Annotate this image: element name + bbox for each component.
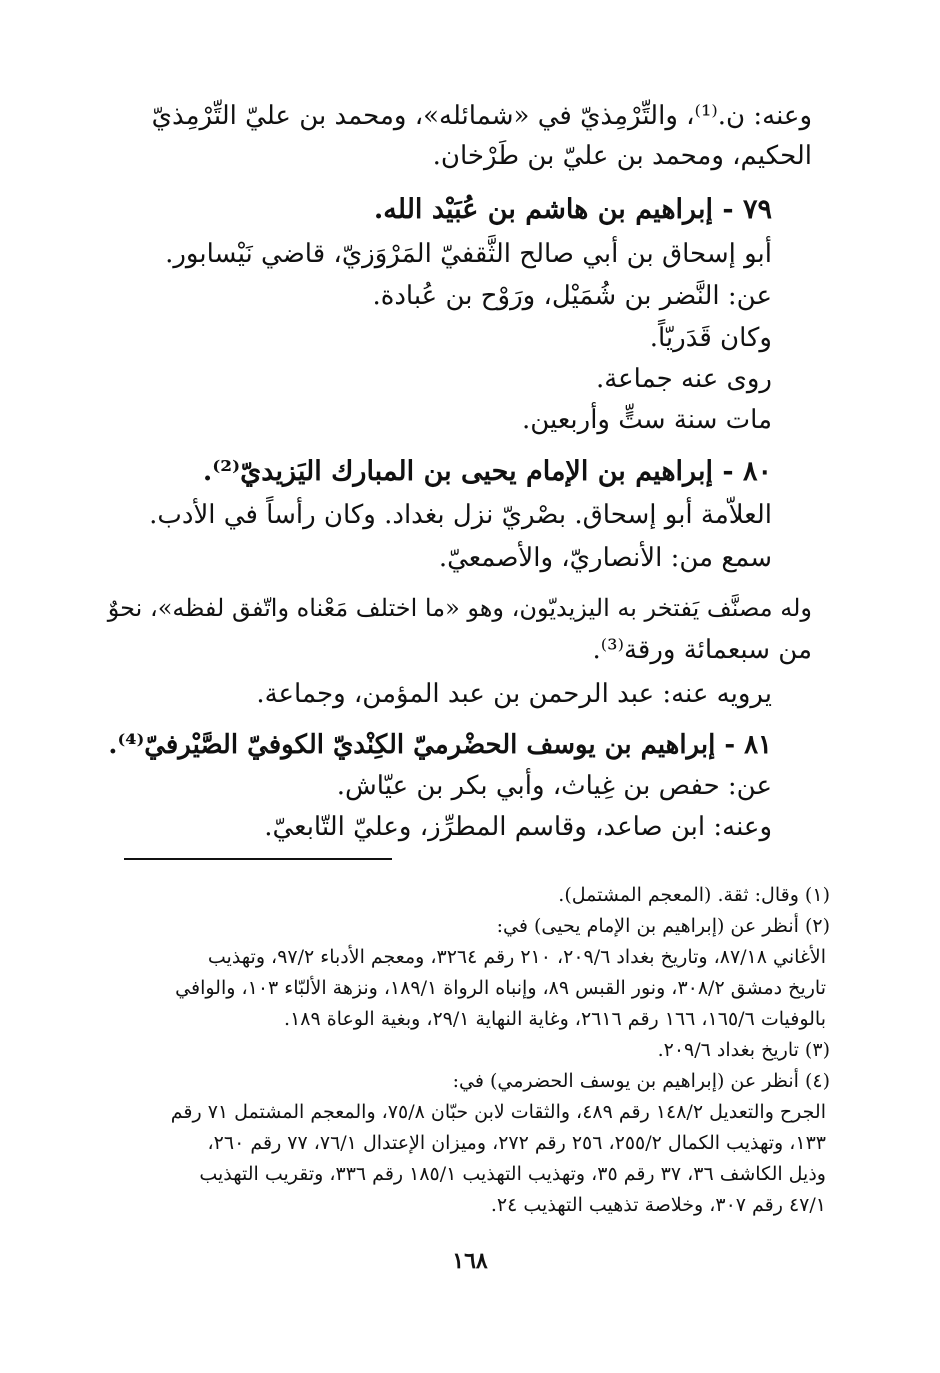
text-line: سمع من: الأنصاريّ، والأصمعيّ. <box>438 543 772 573</box>
footnote-line: (٢) أنظر عن (إبراهيم بن الإمام يحيى) في: <box>496 915 830 937</box>
footnote-line: الجرح والتعديل ١٤٨/٢ رقم ٤٨٩، والثقات لابن حبّان ٧٥/٨، والمعجم المشتمل ٧١ رقم <box>170 1101 826 1123</box>
footnote-line: (٤) أنظر عن (إبراهيم بن يوسف الحضرمي) في: <box>452 1070 830 1092</box>
text-line: وله مصنَّف يَفتخر به اليزيديّون، وهو «ما اختلف مَعْناه واتّفق لفظه»، نحوٌ <box>107 594 812 622</box>
text-line: روى عنه جماعة. <box>595 364 772 394</box>
entry-heading-80: ٨٠ - إبراهيم بن الإمام يحيى بن المبارك اليَزيديّ⁽²⁾. <box>202 456 772 487</box>
footnote-separator <box>124 858 392 860</box>
text-line: العلاّمة أبو إسحاق. بصْريّ نزل بغداد. وكان رأساً في الأدب. <box>149 500 772 530</box>
text-line: أبو إسحاق بن أبي صالح الثَّقفيّ المَرْوَزيّ، قاضي نَيْسابور. <box>165 239 772 269</box>
text-line: وعنه: ابن صاعد، وقاسم المطرِّز، وعليّ التّابعيّ. <box>264 812 772 842</box>
text-line: الحكيم، ومحمد بن عليّ بن طَرْخان. <box>432 141 812 171</box>
text-line: وعنه: ن.⁽¹⁾، والتِّرْمِذيّ في «شمائله»، ومحمد بن عليّ التِّرْمِذيّ <box>151 101 812 131</box>
footnote-line: ١٣٣، وتهذيب الكمال ٢٥٥/٢، ٢٥٦ رقم ٢٧٢، وميزان الإعتدال ٧٦/١، ٧٧ رقم ٢٦٠، <box>207 1132 826 1154</box>
footnote-line: ٤٧/١ رقم ٣٠٧، وخلاصة تذهيب التهذيب ٢٤. <box>490 1194 826 1216</box>
footnote-line: الأغاني ٨٧/١٨، وتاريخ بغداد ٢٠٩/٦، ٢١٠ رقم ٣٢٦٤، ومعجم الأدباء ٩٧/٢، وتهذيب <box>207 946 826 968</box>
text-line: عن: النَّضر بن شُمَيْل، ورَوْح بن عُبادة. <box>372 281 772 311</box>
page-number: ١٦٨ <box>452 1248 488 1274</box>
footnote-line: بالوفيات ١٦٥/٦، ١٦٦ رقم ٢٦١٦، وغاية النهاية ٢٩/١، وبغية الوعاة ١٨٩. <box>284 1008 826 1030</box>
entry-heading-81: ٨١ - إبراهيم بن يوسف الحضْرميّ الكِنْديّ الكوفيّ الصَّيْرفيّ⁽⁴⁾. <box>108 730 772 760</box>
footnote-line: تاريخ دمشق ٣٠٨/٢، ونور القبس ٨٩، وإنباه الرواة ١٨٩/١، ونزهة الألبّاء ١٠٣، والوافي <box>175 977 826 999</box>
text-line: يرويه عنه: عبد الرحمن بن عبد المؤمن، وجماعة. <box>256 679 772 709</box>
text-line: مات سنة ستٍّ وأربعين. <box>521 405 772 435</box>
footnote-line: (٣) تاريخ بغداد ٢٠٩/٦. <box>657 1039 830 1061</box>
text-line: من سبعمائة ورقة⁽³⁾. <box>592 635 812 665</box>
text-line: عن: حفص بن غِياث، وأبي بكر بن عيّاش. <box>336 771 772 801</box>
footnote-line: وذيل الكاشف ٣٦، ٣٧ رقم ٣٥، وتهذيب التهذيب ١٨٥/١ رقم ٣٣٦، وتقريب التهذيب <box>199 1163 826 1185</box>
text-line: وكان قَدَريّاً. <box>649 323 772 353</box>
footnote-line: (١) وقال: ثقة. (المعجم المشتمل). <box>558 884 830 906</box>
entry-heading-79: ٧٩ - إبراهيم بن هاشم بن عُبَيْد الله. <box>373 194 772 225</box>
